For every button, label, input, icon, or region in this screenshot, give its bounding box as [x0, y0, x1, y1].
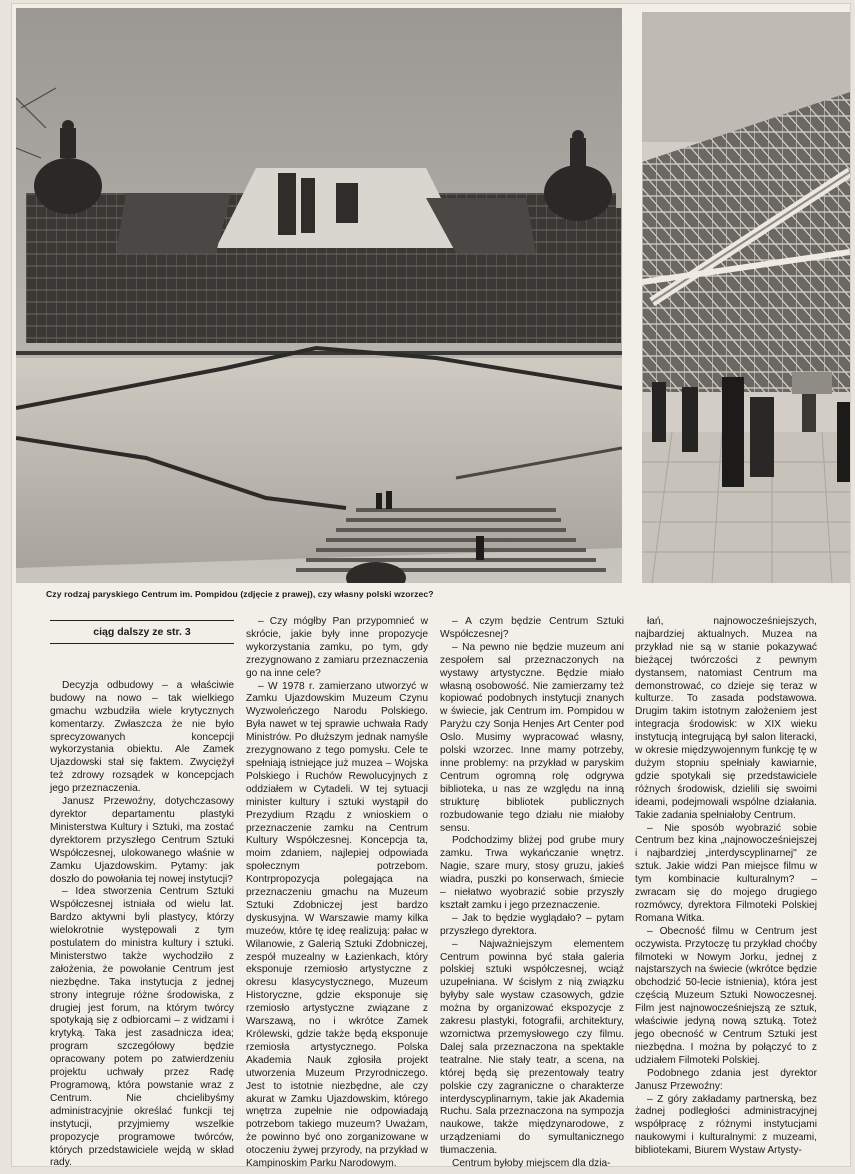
paragraph: Centrum byłoby miejscem dla dzia-	[452, 1158, 611, 1170]
paragraph: – Nie sposób wyobrazić sobie Centrum bez kina „najnowocześniejszej i najbardziej „interdyscyplinarnej" ze sztuk. Jakie widzi Pan miejsce filmu w tym kombinacie kulturalnym? – zwracam się do mojego drugiego rozmówcy, dyrektora Filmoteki Polskiej Romana Witka.	[635, 822, 817, 924]
paragraph: – Obecność filmu w Centrum jest oczywista. Przytoczę tu przykład choćby filmoteki w Nowym Jorku, jednej z najstarszych na świecie (wkrótce będzie obchodzić 50-lecie istnienia), która jest częścią Muzeum Sztuki Nowoczesnej. Film jest najnowocześniejszą ze sztuk, właściwie jedyną nową sztuką. Toteż jego obecność w Centrum Sztuki jest niezbędna. I można by połączyć to z udziałem Filmoteki Polskiej.	[635, 925, 817, 1066]
continued-from-label: ciąg dalszy ze str. 3	[50, 620, 234, 644]
paragraph: Podchodzimy bliżej pod grube mury zamku. Trwa wykańczanie wnętrz. Nagie, szare mury, stosy gruzu, jakieś wiadra, puszki po konserwach, śmiecie – niełatwo wyobrazić sobie przyszły kształt zamku i jego przeznaczenie.	[440, 835, 624, 911]
pompidou-centre-photo	[642, 12, 850, 583]
paragraph: – W 1978 r. zamierzano utworzyć w Zamku Ujazdowskim Muzeum Czynu Wyzwoleńczego Narodu Polskiego. Była nawet w tej sprawie uchwała Rady Ministrów. Po dłuższym jednak namyśle zrezygnowano z tego pomysłu. Cele te spełniają istniejące już muzea – Wojska Polskiego i Ruchów Rewolucyjnych z oddziałem w Cytadeli. W tej sytuacji minister kultury i sztuki wystąpił do Prezydium Rządu z wnioskiem o przeznaczenie zamku na Centrum Kultury Współczesnej. Koncepcja ta, moim zdaniem, najlepiej odpowiada społecznym potrzebom. Kontrpropozycja polegająca na przeznaczeniu gmachu na Muzeum Sztuki Zdobniczej jest bardzo dyskusyjna. W Warszawie mamy kilka muzeów, które tę ideę realizują: pałac w Wilanowie, z Galerią Sztuki Zdobniczej, zespół muzealny w Łazienkach, który eksponuje rzemiosło artystyczne z okresu klasycystycznego, Muzeum Historyczne, gdzie eksponuje się rzemiosło artystyczne związane z Warszawą, no i wkrótce Zamek Królewski, gdzie także będą eksponuje rzemiosła artystycznego. Polska Akademia Nauk zgłosiła projekt utworzenia Muzeum Przyrodniczego. Jest to istotnie niezbędne, ale czy akurat w Zamku Ujazdowskim, którego wnętrza zupełnie nie odpowiadają potrzebom takiego muzeum? Uważam, że powinno być ono zorganizowane w otoczeniu żywej przyrody, na przykład w Kampinoskim Parku Narodowym.	[246, 680, 428, 1170]
paragraph: Podobnego zdania jest dyrektor Janusz Przewoźny:	[635, 1067, 817, 1092]
photo-caption: Czy rodzaj paryskiego Centrum im. Pompidou (zdjęcie z prawej), czy własny polski wzorzec?	[46, 589, 434, 599]
paragraph: – Jak to będzie wyglądało? – pytam przyszłego dyrektora.	[440, 912, 624, 937]
building-under-scaffolding-photo	[16, 8, 622, 583]
text-column-1	[50, 616, 234, 1170]
text-column-4	[635, 616, 817, 1158]
paragraph: – Najważniejszym elementem Centrum powinna być stała galeria polskiej sztuki współczesnej, wciąż uzupełniana. W ścisłym z nią związku byłyby sale wystaw czasowych, gdzie można by organizować ekspozycje z zakresu plastyki, fotografii, architektury, wzornictwa przemysłowego czy filmu. Dalej sala przeznaczona na spektakle teatralne. Nie stały teatr, a scena, na której będą się prezentowały teatry polskie czy zagraniczne o charakterze interdyscyplinarnym, takie jak Akademia Ruchu. Sala przeznaczona na sympozja naukowe, także międzynarodowe, z urządzeniami do symultanicznego tłumaczenia.	[440, 938, 624, 1157]
paragraph: łań, najnowocześniejszych, najbardziej aktualnych. Muzea na przykład nie są w stanie pokazywać bieżącej twórczości z pewnym dystansem, natomiast Centrum ma demonstrować, co dzieje się teraz w kulturze. To zasada podstawowa. Drugim takim istotnym założeniem jest integracja środowisk: w XIX wieku instytucją integrującą był salon literacki, w okresie międzywojennym funkcję tę w dużym stopniu spełniały kawiarnie, gdzie spotykali się przedstawiciele różnych środowisk, dzielili się swoimi ideami, podejmowali wspólne działania. Takie zadania spełniałoby Centrum.	[635, 616, 817, 821]
paragraph: – Z góry zakładamy partnerską, bez żadnej podległości administracyjnej współpracę z różnymi instytucjami naukowymi i kulturalnymi: z muzeami, bibliotekami, Biurem Wystaw Artysty-	[635, 1093, 817, 1157]
paragraph: – Idea stworzenia Centrum Sztuki Współczesnej istniała od wielu lat. Bardzo aktywni byli plastycy, którzy wielokrotnie występowali z tym postulatem do ministra kultury i sztuki. Ministerstwo także wychodziło z założenia, że powołanie Centrum jest niezbędne. Taka instytucja z jednej strony integruje różne środowiska, z drugiej jest forum, na którym twórcy spotykają się z odbiorcami – z widzami i krytyką. Taka jest zasadnicza idea; program szczegółowy będzie opracowany potem po zatwierdzeniu projektu uchwały przez Radę Programową, która powstanie wraz z Centrum. Nie chcielibyśmy administracyjnie określać funkcji tej instytucji, przyjmiemy wszelkie propozycje programowe twórców, których przedstawiciele wejdą w skład rady.	[50, 886, 234, 1169]
paragraph: – Czy mógłby Pan przypomnieć w skrócie, jakie były inne propozycje wykorzystania zamku, po tym, gdy zrezygnowano z zamiaru przeznaczenia go na inne cele?	[246, 616, 428, 679]
paragraph: Decyzja odbudowy – a właściwie budowy na nowo – tak wielkiego gmachu wzbudziła wiele krytycznych komentarzy. Zwłaszcza że nie było sprecyzowanych koncepcji wykorzystania obiektu. Ale Zamek Ujazdowski stał się faktem. Zwyciężył też zdrowy rozsądek w koncepcjach jego przeznaczenia.	[50, 679, 234, 795]
magazine-page	[12, 4, 850, 1170]
paragraph: Janusz Przewoźny, dotychczasowy dyrektor departamentu plastyki Ministerstwa Kultury i Sztuki, ma zostać dyrektorem przyszłego Centrum Sztuki Współczesnej, ulokowanego właśnie w Zamku Ujazdowskim. Pytamy: jak doszło do powołania tej nowej instytucji?	[50, 796, 234, 885]
paragraph: – A czym będzie Centrum Sztuki Współczesnej?	[440, 616, 624, 640]
text-column-3	[440, 616, 624, 1171]
text-column-2	[246, 616, 428, 1171]
paragraph: – Na pewno nie będzie muzeum ani zespołem sal przeznaczonych na wystawy artystyczne. Będzie miało własną osobowość. Nie zamierzamy też kopiować podobnych instytucji znanych w świecie, jak Centrum im. Pompidou w Paryżu czy Sonja Henjes Art Center pod Oslo. Musimy wypracować własny, polski wzorzec. Inne mamy potrzeby, inne problemy: na przykład w paryskim Centrum ogromną rolę odgrywa biblioteka, u nas ze względu na inną strukturę bibliotek publicznych rozbudowanie tego działu nie miałoby sensu.	[440, 641, 624, 834]
